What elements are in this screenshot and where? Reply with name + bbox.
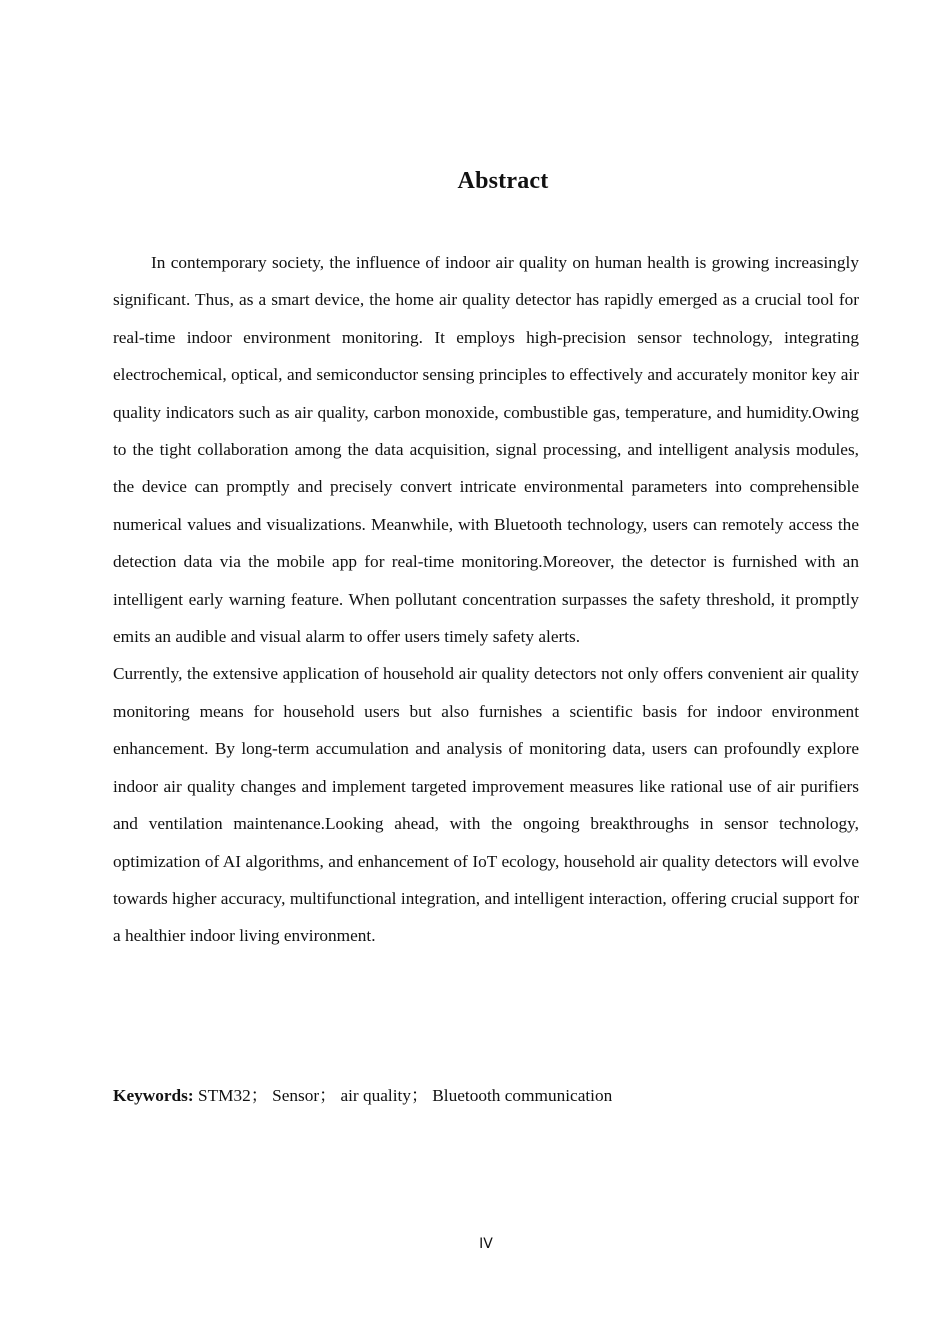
keywords-line: [113, 1081, 859, 1111]
keyword-separator: ；: [410, 1086, 429, 1105]
keyword-item: air quality: [340, 1086, 411, 1105]
keyword-separator: ；: [319, 1086, 337, 1105]
keywords-label: Keywords:: [113, 1086, 198, 1105]
page-number: IV: [479, 1236, 493, 1252]
keyword-item: Bluetooth communication: [432, 1086, 613, 1105]
abstract-paragraph-1: In contemporary society, the influence of indoor air quality on human health is growing increasingly significant. Thus, as a smart device, the home air quality detector has rapidly emerged as a crucial tool for real-time indoor environment monitoring. It employs high-precision sensor technology, integrating electrochemical, optical, and semiconductor sensing principles to effectively and accurately monitor key air quality indicators such as air quality, carbon monoxide, combustible gas, temperature, and humidity.Owing to the tight collaboration among the data acquisition, signal processing, and intelligent analysis modules, the device can promptly and precisely convert intricate environmental parameters into comprehensible numerical values and visualizations. Meanwhile, with Bluetooth technology, users can remotely access the detection data via the mobile app for real-time monitoring.Moreover, the detector is furnished with an intelligent early warning feature. When pollutant concentration surpasses the safety threshold, it promptly emits an audible and visual alarm to offer users timely safety alerts.: [113, 253, 859, 647]
abstract-paragraph-2: Currently, the extensive application of household air quality detectors not only offers convenient air quality monitoring means for household users but also furnishes a scientific basis for indoor environment enhancement. By long-term accumulation and analysis of monitoring data, users can profoundly explore indoor air quality changes and implement targeted improvement measures like rational use of air purifiers and ventilation maintenance.Looking ahead, with the ongoing breakthroughs in sensor technology, optimization of AI algorithms, and enhancement of IoT ecology, household air quality detectors will evolve towards higher accuracy, multifunctional integration, and intelligent interaction, offering crucial support for a healthier indoor living environment.: [113, 664, 859, 946]
keyword-separator: ；: [250, 1086, 269, 1105]
keyword-item: STM32: [197, 1086, 251, 1105]
abstract-body: [113, 244, 859, 955]
abstract-title: Abstract: [457, 168, 549, 194]
keyword-item: Sensor: [272, 1086, 320, 1105]
